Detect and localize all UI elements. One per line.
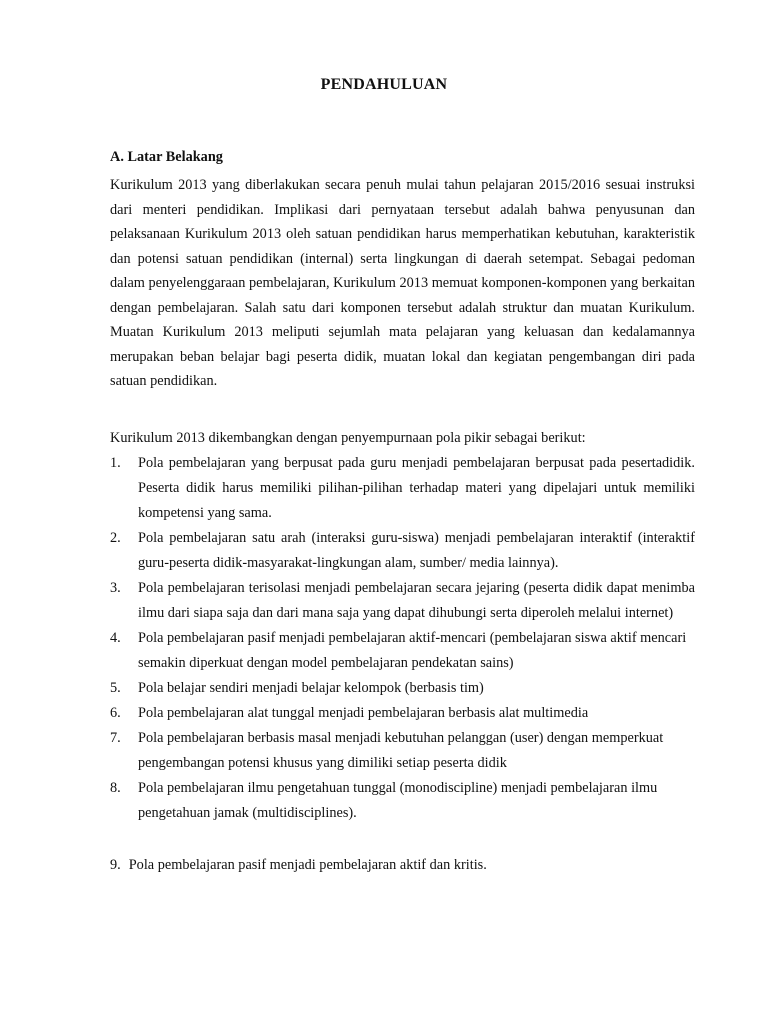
list-item-text: Pola pembelajaran yang berpusat pada guru menjadi pembelajaran berpusat pada pesertadidik. Peserta didik harus memiliki pilihan-pilihan terhadap materi yang dipelajari untuk memiliki kompetensi yang sama. xyxy=(138,455,695,521)
list-item-number: 7. xyxy=(110,730,121,746)
list-item-number: 5. xyxy=(110,680,121,696)
list-item-text: Pola pembelajaran satu arah (interaksi guru-siswa) menjadi pembelajaran interaktif (interaktif guru-peserta didik-masyarakat-lingkungan alam, sumber/ media lainnya). xyxy=(138,530,695,571)
list-intro: Kurikulum 2013 dikembangkan dengan penyempurnaan pola pikir sebagai berikut: xyxy=(110,430,586,446)
list-item xyxy=(110,526,695,576)
list-item xyxy=(110,726,695,776)
list-item xyxy=(110,576,695,626)
list-item-text: Pola pembelajaran pasif menjadi pembelajaran aktif-mencari (pembelajaran siswa aktif mencari semakin diperkuat dengan model pembelajaran pendekatan sains) xyxy=(138,630,687,671)
list-item-text: Pola pembelajaran alat tunggal menjadi pembelajaran berbasis alat multimedia xyxy=(138,705,589,721)
mindset-list xyxy=(110,451,695,826)
list-item-text: Pola pembelajaran berbasis masal menjadi kebutuhan pelanggan (user) dengan memperkuat pengembangan potensi khusus yang dimiliki setiap peserta didik xyxy=(138,730,664,771)
list-item-number: 6. xyxy=(110,705,121,721)
list-item xyxy=(110,701,695,726)
background-paragraph: Kurikulum 2013 yang diberlakukan secara penuh mulai tahun pelajaran 2015/2016 sesuai instruksi dari menteri pendidikan. Implikasi dari pernyataan tersebut adalah bahwa penyusunan dan pelaksanaan Kurikulum 2013 oleh satuan pendidikan harus memperhatikan kebutuhan, karakteristik dan potensi satuan pendidikan (internal) serta lingkungan di daerah setempat. Sebagai pedoman dalam penyelenggaraan pembelajaran, Kurikulum 2013 memuat komponen-komponen yang berkaitan dengan pembelajaran. Salah satu dari komponen tersebut adalah struktur dan muatan Kurikulum. Muatan Kurikulum 2013 meliputi sejumlah mata pelajaran yang keluasan dan kedalamannya merupakan beban belajar bagi peserta didik, muatan lokal dan kegiatan pengembangan diri pada satuan pendidikan. xyxy=(110,177,695,389)
list-item-text: Pola pembelajaran pasif menjadi pembelajaran aktif dan kritis. xyxy=(128,857,487,873)
list-item xyxy=(110,451,695,526)
page-title: PENDAHULUAN xyxy=(320,76,448,93)
list-item xyxy=(110,626,695,676)
list-item-number: 1. xyxy=(110,455,121,471)
list-item-text: Pola belajar sendiri menjadi belajar kelompok (berbasis tim) xyxy=(138,680,484,696)
list-item-number: 9. xyxy=(110,857,121,873)
list-item-number: 4. xyxy=(110,630,121,646)
list-item-text: Pola pembelajaran ilmu pengetahuan tunggal (monodiscipline) menjadi pembelajaran ilmu pengetahuan jamak (multidisciplines). xyxy=(138,780,658,821)
list-item-text: Pola pembelajaran terisolasi menjadi pembelajaran secara jejaring (peserta didik dapat menimba ilmu dari siapa saja dan dari mana saja yang dapat dihubungi serta diperoleh melalui internet) xyxy=(138,580,695,621)
list-item xyxy=(110,776,695,826)
list-item-number: 8. xyxy=(110,780,121,796)
list-item-number: 3. xyxy=(110,580,121,596)
section-heading: A. Latar Belakang xyxy=(110,149,223,165)
list-item xyxy=(110,676,695,701)
list-item-number: 2. xyxy=(110,530,121,546)
list-item-last xyxy=(110,853,487,877)
